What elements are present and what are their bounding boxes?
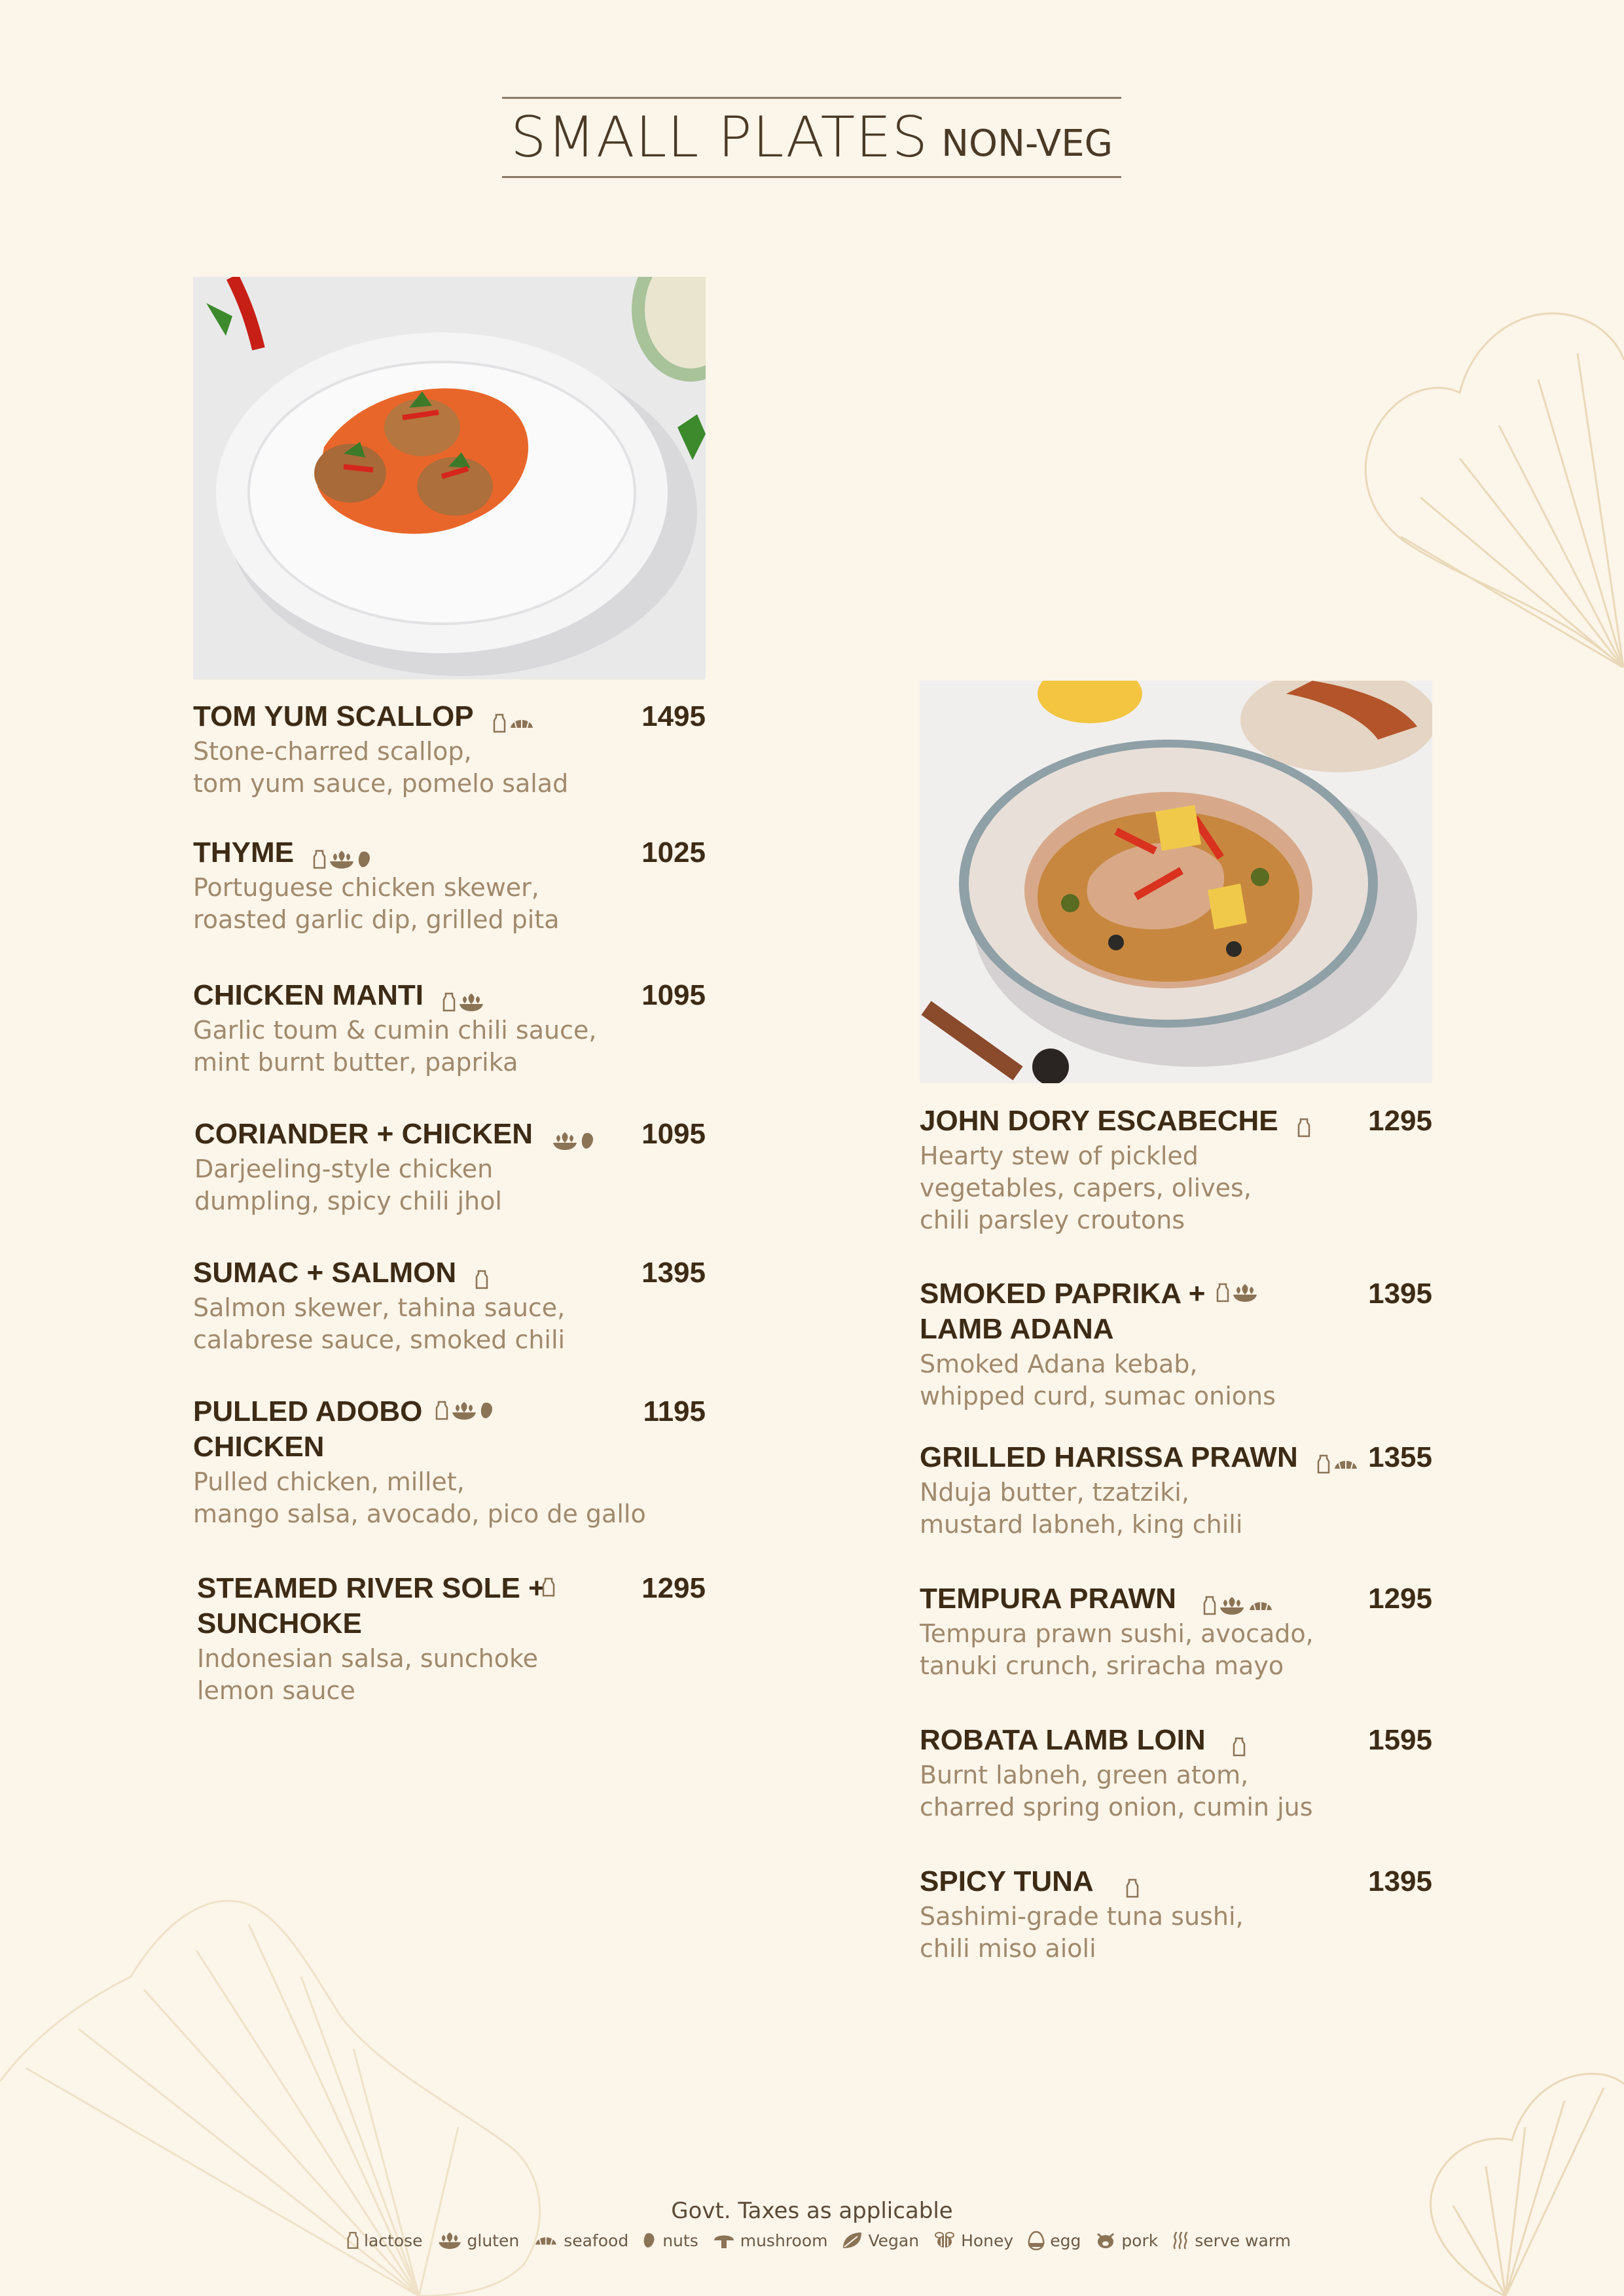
dish-price: 1095 (641, 1118, 706, 1150)
dish-price: 1355 (1368, 1441, 1432, 1473)
nuts-icon (357, 850, 373, 869)
allergen-icons (313, 850, 373, 869)
lactose-icon (493, 713, 506, 733)
dish-description: Nduja butter, tzatziki, mustard labneh, king chili (920, 1478, 1243, 1539)
seafood-icon (509, 713, 535, 733)
nuts-icon (480, 1401, 496, 1420)
pig-icon (1095, 2231, 1116, 2250)
dish-price: 1025 (641, 836, 706, 869)
dish-name: SUMAC + SALMON (193, 1257, 457, 1289)
lactose-icon (542, 1577, 555, 1597)
dish-name: CHICKEN MANTI (193, 979, 424, 1011)
dish-description: Portuguese chicken skewer, roasted garlic dip, grilled pita (193, 873, 560, 934)
legend-label: gluten (467, 2231, 520, 2250)
ginkgo-leaf-decoration-bottom-right (1414, 2055, 1624, 2296)
dish-price: 1395 (641, 1257, 706, 1289)
dish-description: Tempura prawn sushi, avocado, tanuki crunch, sriracha mayo (920, 1619, 1314, 1680)
dish-description: Stone-charred scallop, tom yum sauce, pomelo salad (193, 737, 569, 798)
lactose-icon (442, 992, 456, 1012)
lactose-icon (347, 2231, 359, 2250)
dish-price: 1495 (641, 700, 706, 732)
allergen-icons (435, 1401, 496, 1420)
menu-item (920, 1440, 1432, 1541)
lactose-icon (435, 1401, 448, 1420)
allergen-legend (347, 2231, 1296, 2250)
legend-item-mushroom (713, 2231, 828, 2250)
allergen-icons (552, 1131, 596, 1151)
dish-name: ROBATA LAMB LOIN (920, 1724, 1206, 1756)
lactose-icon (1203, 1596, 1216, 1615)
dish-description: Burnt labneh, green atom, charred spring onion, cumin jus (920, 1761, 1313, 1821)
lactose-icon (1297, 1118, 1310, 1138)
lactose-icon (313, 850, 326, 869)
lactose-icon (1317, 1454, 1330, 1474)
dish-price: 1295 (1368, 1583, 1432, 1615)
legend-item-gluten (437, 2231, 520, 2250)
legend-item-pork (1095, 2231, 1158, 2250)
dish-description: Pulled chicken, millet, mango salsa, avocado, pico de gallo (193, 1467, 646, 1528)
gluten-icon (437, 2231, 462, 2250)
legend-label: lactose (364, 2231, 423, 2250)
dish-price: 1395 (1368, 1865, 1432, 1897)
gluten-icon (1232, 1283, 1258, 1302)
seafood-icon (1333, 1454, 1359, 1474)
legend-label: mushroom (740, 2231, 828, 2250)
allergen-icons (475, 1270, 488, 1289)
section-title: SMALL PLATES (510, 105, 929, 170)
legend-label: nuts (662, 2231, 698, 2250)
allergen-icons (1297, 1118, 1310, 1138)
gluten-icon (329, 850, 355, 869)
dish-description: Garlic toum & cumin chili sauce, mint burnt butter, paprika (193, 1016, 597, 1077)
menu-item (920, 1864, 1432, 1965)
dish-description: Salmon skewer, tahina sauce, calabrese sauce, smoked chili (193, 1293, 566, 1354)
menu-item (194, 1117, 706, 1217)
section-subtitle: NON-VEG (941, 122, 1113, 165)
vegan-leaf-icon (842, 2231, 863, 2250)
gluten-icon (458, 992, 484, 1012)
legend-item-seafood (533, 2231, 628, 2250)
tom-yum-scallop-photo (193, 277, 706, 679)
menu-item (193, 1255, 706, 1356)
ginkgo-leaf-decoration-top-right (1348, 301, 1624, 668)
allergen-icons (442, 992, 484, 1012)
dish-name: TOM YUM SCALLOP (193, 700, 474, 732)
dish-description: Indonesian salsa, sunchoke lemon sauce (197, 1644, 539, 1705)
john-dory-escabeche-photo (920, 681, 1432, 1083)
mushroom-icon (713, 2231, 735, 2250)
menu-item (197, 1571, 706, 1707)
allergen-icons (493, 713, 535, 733)
legend-item-egg (1028, 2231, 1081, 2250)
legend-item-nuts (643, 2231, 698, 2250)
dish-price: 1295 (641, 1572, 706, 1604)
dish-name: SPICY TUNA (920, 1865, 1094, 1897)
dish-name: SMOKED PAPRIKA + LAMB ADANA (920, 1278, 1206, 1345)
nuts-icon (581, 1131, 596, 1151)
menu-item (193, 835, 706, 936)
menu-item (193, 699, 706, 800)
dish-name: THYME (193, 836, 294, 869)
dish-price: 1395 (1368, 1278, 1432, 1310)
dish-price: 1195 (643, 1395, 706, 1427)
lactose-icon (475, 1270, 488, 1289)
dish-description: Sashimi-grade tuna sushi, chili miso aioli (920, 1902, 1244, 1963)
seafood-icon (533, 2231, 558, 2250)
allergen-icons (1216, 1283, 1258, 1302)
legend-item-serve-warm (1172, 2231, 1291, 2250)
legend-item-honey (933, 2231, 1013, 2250)
menu-item (920, 1723, 1432, 1823)
taxes-note: Govt. Taxes as applicable (671, 2198, 953, 2224)
menu-item (920, 1276, 1432, 1412)
lactose-icon (1233, 1737, 1246, 1757)
dish-price: 1095 (641, 979, 706, 1011)
legend-label: pork (1121, 2231, 1159, 2250)
dish-name: TEMPURA PRAWN (920, 1583, 1176, 1615)
menu-item (193, 978, 706, 1079)
nuts-icon (643, 2231, 657, 2250)
dish-price: 1295 (1368, 1105, 1432, 1137)
menu-item (920, 1581, 1432, 1682)
legend-label: Honey (961, 2231, 1014, 2250)
gluten-icon (552, 1131, 578, 1151)
ginkgo-leaf-decoration-bottom-left (0, 1833, 550, 2296)
allergen-icons (542, 1577, 555, 1597)
allergen-icons (1317, 1454, 1359, 1474)
dish-name: GRILLED HARISSA PRAWN (920, 1441, 1298, 1473)
dish-description: Hearty stew of pickled vegetables, capers, olives, chili parsley croutons (920, 1141, 1252, 1234)
lactose-icon (1216, 1283, 1229, 1302)
dish-name: CORIANDER + CHICKEN (194, 1118, 533, 1150)
legend-label: seafood (564, 2231, 629, 2250)
allergen-icons (1203, 1596, 1274, 1615)
legend-label: egg (1050, 2231, 1081, 2250)
legend-item-lactose (347, 2231, 423, 2250)
legend-label: serve warm (1195, 2231, 1291, 2250)
steam-icon (1172, 2231, 1189, 2250)
menu-item (920, 1103, 1432, 1236)
legend-label: Vegan (868, 2231, 920, 2250)
dish-description: Smoked Adana kebab, whipped curd, sumac onions (920, 1350, 1276, 1410)
legend-item-vegan (842, 2231, 919, 2250)
dish-description: Darjeeling-style chicken dumpling, spicy chili jhol (194, 1155, 502, 1215)
bee-icon (933, 2231, 956, 2250)
egg-icon (1028, 2231, 1045, 2250)
allergen-icons (1233, 1737, 1246, 1757)
dish-name: JOHN DORY ESCABECHE (920, 1105, 1278, 1137)
dish-price: 1595 (1368, 1724, 1432, 1756)
page-title (502, 97, 1121, 178)
lactose-icon (1126, 1878, 1139, 1898)
dish-name: PULLED ADOBO CHICKEN (193, 1395, 423, 1463)
seafood-icon (1248, 1596, 1274, 1615)
menu-item (193, 1394, 706, 1530)
gluten-icon (1219, 1596, 1245, 1615)
allergen-icons (1126, 1878, 1139, 1898)
gluten-icon (451, 1401, 477, 1420)
dish-name: STEAMED RIVER SOLE + SUNCHOKE (197, 1572, 545, 1640)
